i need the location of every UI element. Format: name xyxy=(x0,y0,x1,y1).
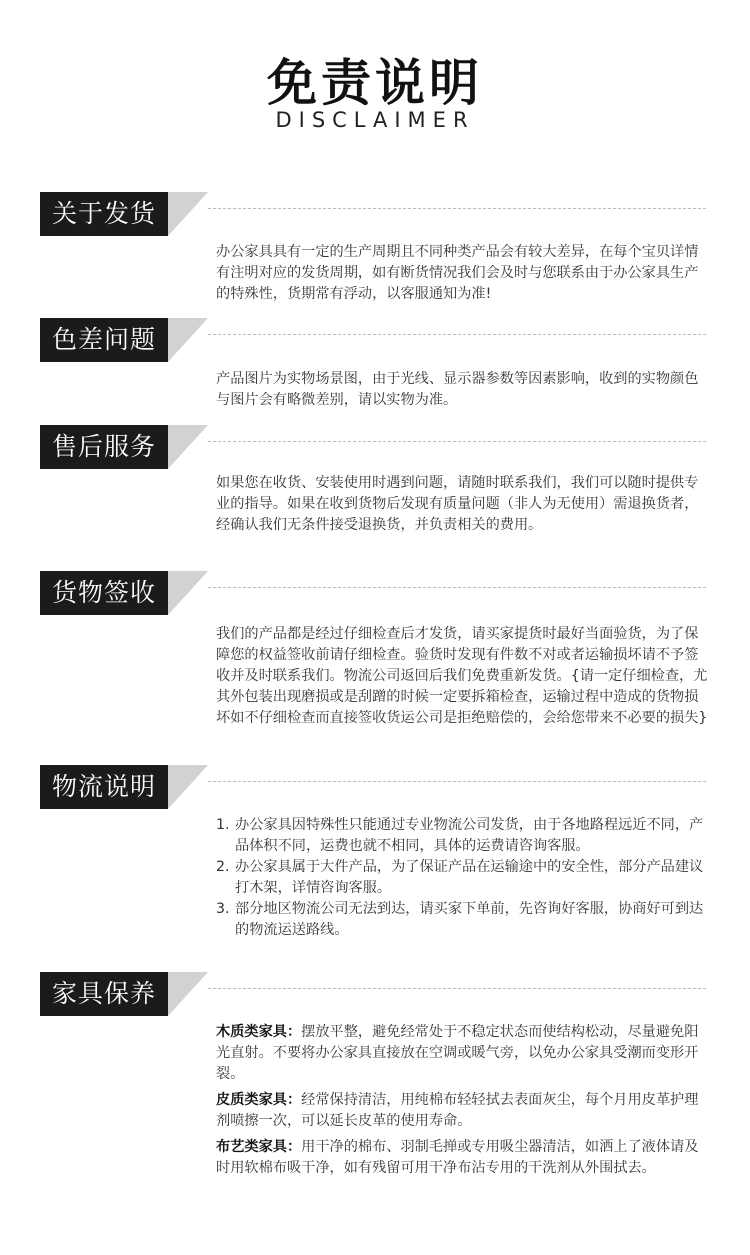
section-body xyxy=(216,473,710,536)
care-item xyxy=(216,1137,710,1179)
dashed-divider xyxy=(208,587,706,588)
tag-tail-decoration xyxy=(168,318,208,362)
list-item xyxy=(216,899,710,941)
section-tag: 货物签收 xyxy=(40,571,168,615)
section-text: 如果您在收货、安装使用时遇到问题，请随时联系我们，我们可以随时提供专业的指导。如果在收到货物后发现有质量问题（非人为无使用）需退换货者，经确认我们无条件接受退换货，并负责相关的费用。 xyxy=(216,475,699,533)
dashed-divider xyxy=(208,781,706,782)
section-tag: 家具保养 xyxy=(40,972,168,1016)
tag-tail-decoration xyxy=(168,425,208,469)
list-text: 办公家具因特殊性只能通过专业物流公司发货，由于各地路程远近不同，产品体积不同，运费也就不相同，具体的运费请咨询客服。 xyxy=(235,817,704,854)
section-tag: 物流说明 xyxy=(40,765,168,809)
section-body xyxy=(216,624,710,729)
section-body xyxy=(216,369,710,411)
section-tag: 售后服务 xyxy=(40,425,168,469)
dashed-divider xyxy=(208,208,706,209)
care-item-label: 皮质类家具： xyxy=(216,1092,302,1108)
care-item-label: 木质类家具： xyxy=(216,1024,302,1040)
tag-tail-decoration xyxy=(168,192,208,236)
list-item xyxy=(216,815,710,857)
section-body xyxy=(216,1022,710,1184)
dashed-divider xyxy=(208,441,706,442)
care-item-text: 用干净的棉布、羽制毛掸或专用吸尘器清洁，如洒上了液体请及时用软棉布吸干净，如有残留可用干净布沾专用的干洗剂从外围拭去。 xyxy=(216,1139,699,1176)
section-body xyxy=(216,815,710,941)
list-text: 部分地区物流公司无法到达，请买家下单前，先咨询好客服，协商好可到达的物流运送路线。 xyxy=(235,901,704,938)
section-text: 我们的产品都是经过仔细检查后才发货，请买家提货时最好当面验货，为了保障您的权益签收前请仔细检查。验货时发现有件数不对或者运输损坏请不予签收并及时联系我们。物流公司返回后我们免费重新发货。{请一定仔细检查，尤其外包装出现磨损或是刮蹭的时候一定要拆箱检查，运输过程中造成的货物损坏如不仔细检查而直接签收货运公司是拒绝赔偿的，会给您带来不必要的损失} xyxy=(216,626,708,726)
section-text: 办公家具具有一定的生产周期且不同种类产品会有较大差异，在每个宝贝详情有注明对应的发货周期，如有断货情况我们会及时与您联系由于办公家具生产的特殊性，货期常有浮动，以客服通知为准! xyxy=(216,244,699,302)
tag-tail-decoration xyxy=(168,571,208,615)
care-item-label: 布艺类家具： xyxy=(216,1139,302,1155)
section-tag: 关于发货 xyxy=(40,192,168,236)
care-item-text: 经常保持清洁，用纯棉布轻轻拭去表面灰尘，每个月用皮革护理剂喷擦一次，可以延长皮革的使用寿命。 xyxy=(216,1092,699,1129)
page-subtitle: DISCLAIMER xyxy=(275,108,475,132)
section-text: 产品图片为实物场景图，由于光线、显示器参数等因素影响，收到的实物颜色与图片会有略微差别，请以实物为准。 xyxy=(216,371,699,408)
section-tag: 色差问题 xyxy=(40,318,168,362)
list-number: 2. xyxy=(216,859,230,875)
care-item-text: 摆放平整，避免经常处于不稳定状态而使结构松动，尽量避免阳光直射。不要将办公家具直接放在空调或暖气旁，以免办公家具受潮而变形开裂。 xyxy=(216,1024,699,1082)
care-item xyxy=(216,1090,710,1132)
tag-tail-decoration xyxy=(168,765,208,809)
tag-tail-decoration xyxy=(168,972,208,1016)
list-number: 1. xyxy=(216,817,230,833)
care-item xyxy=(216,1022,710,1085)
dashed-divider xyxy=(208,334,706,335)
list-text: 办公家具属于大件产品，为了保证产品在运输途中的安全性，部分产品建议打木架，详情咨询客服。 xyxy=(235,859,704,896)
page-title: 免责说明 xyxy=(267,53,483,112)
list-number: 3. xyxy=(216,901,230,917)
dashed-divider xyxy=(208,988,706,989)
list-item xyxy=(216,857,710,899)
section-body xyxy=(216,242,710,305)
